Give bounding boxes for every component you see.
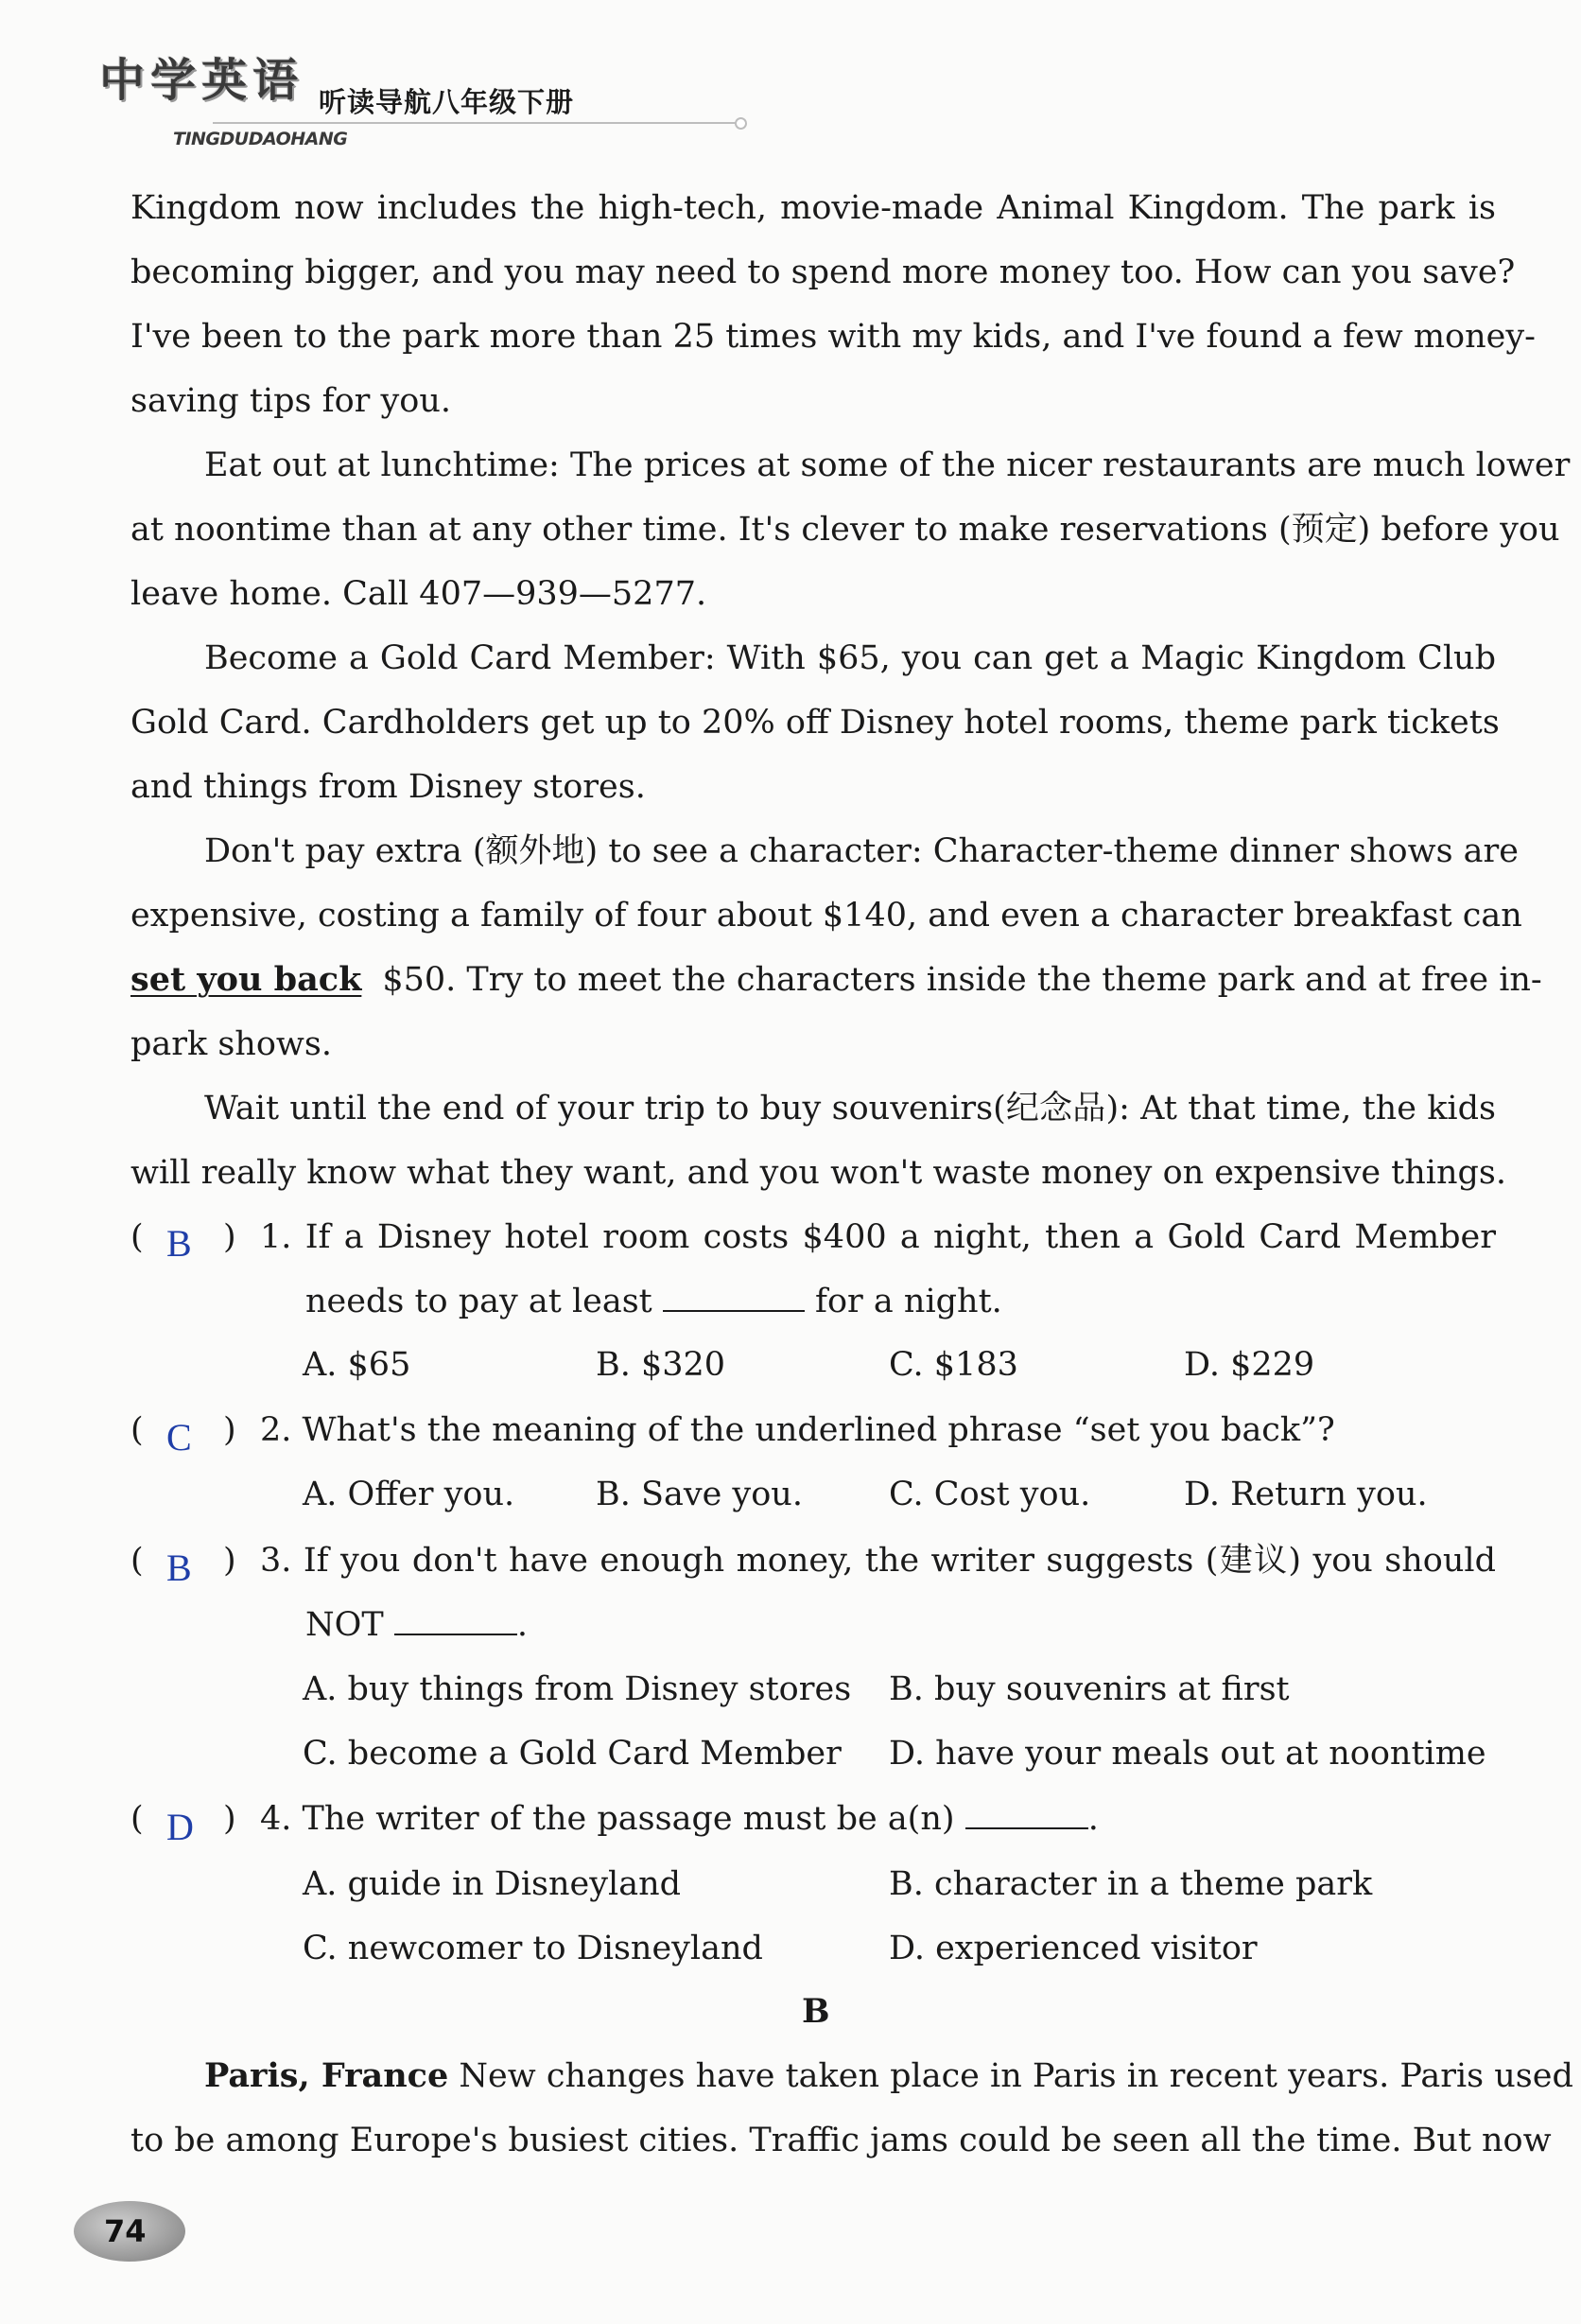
question-number: 1. <box>260 1218 292 1256</box>
answer-paren-open: ( <box>130 1411 144 1449</box>
section-heading: B <box>802 1992 830 2031</box>
question-number: 2. <box>260 1411 292 1449</box>
passage-line: expensive, costing a family of four about $140, and even a character breakfast can <box>130 897 1522 935</box>
option-c: C. Cost you. <box>889 1476 1091 1513</box>
passage-line: and things from Disney stores. <box>130 768 646 806</box>
passage-line: park shows. <box>130 1025 332 1063</box>
underlined-phrase: set you back <box>130 960 362 999</box>
option-d: D. $229 <box>1184 1346 1315 1384</box>
question-number: 4. <box>260 1800 292 1838</box>
brand-pinyin: TINGDUDAOHANG <box>173 129 348 149</box>
paragraph-souvenirs: Wait until the end of your trip to buy souvenirs(纪念品): At that time, the kids <box>204 1090 1496 1127</box>
answer-blank <box>965 1801 1088 1829</box>
option-a: A. guide in Disneyland <box>303 1865 682 1903</box>
option-b: B. $320 <box>596 1346 726 1384</box>
question-stem-cont: for a night. <box>815 1283 1002 1320</box>
question-2-text <box>260 1411 1335 1449</box>
question-stem-cont: . <box>1087 1800 1099 1838</box>
question-stem: If a Disney hotel room costs $400 a night, then a Gold Card Member <box>304 1218 1496 1256</box>
answer-paren-close: ) <box>223 1411 236 1449</box>
option-a: A. Offer you. <box>303 1476 515 1513</box>
option-b: B. buy souvenirs at first <box>889 1670 1290 1708</box>
passage-line: I've been to the park more than 25 times with my kids, and I've found a few money- <box>130 318 1536 356</box>
answer-paren-close: ) <box>223 1542 236 1580</box>
answer-blank <box>663 1284 805 1312</box>
option-c: C. become a Gold Card Member <box>303 1735 842 1773</box>
option-b: B. character in a theme park <box>889 1865 1373 1903</box>
question-stem: If you don't have enough money, the writer suggests (建议) you should <box>303 1542 1496 1580</box>
brand-header <box>99 42 638 149</box>
passage-line: leave home. Call 407—939—5277. <box>130 575 707 613</box>
option-a: A. buy things from Disney stores <box>303 1670 852 1708</box>
passage-line: Gold Card. Cardholders get up to 20% off Disney hotel rooms, theme park tickets <box>130 704 1500 742</box>
question-number: 3. <box>260 1542 292 1580</box>
brand-title: 中学英语 <box>99 54 304 107</box>
answer-mark: B <box>166 1222 192 1265</box>
header-rule-dot <box>735 117 747 130</box>
passage-b-text: New changes have taken place in Paris in recent years. Paris used <box>459 2057 1573 2095</box>
question-3-cont <box>305 1606 528 1644</box>
option-a: A. $65 <box>303 1346 411 1384</box>
passage-line: at noontime than at any other time. It's clever to make reservations (预定) before you <box>130 511 1560 549</box>
question-stem: The writer of the passage must be a(n) <box>302 1800 955 1838</box>
passage-b-line <box>204 2056 1573 2095</box>
option-d: D. Return you. <box>1184 1476 1428 1513</box>
option-d: D. experienced visitor <box>889 1930 1258 1967</box>
answer-paren-open: ( <box>130 1218 144 1256</box>
paragraph-gold-card: Become a Gold Card Member: With $65, you can get a Magic Kingdom Club <box>204 639 1496 677</box>
answer-mark: B <box>166 1546 192 1589</box>
brand-subtitle: 听读导航八年级下册 <box>319 86 575 118</box>
question-stem-cont: . <box>516 1606 528 1644</box>
option-c: C. $183 <box>889 1346 1018 1384</box>
paragraph-lunchtime: Eat out at lunchtime: The prices at some of the nicer restaurants are much lower <box>204 446 1571 484</box>
passage-b-lead: Paris, France <box>204 2056 449 2095</box>
answer-mark: D <box>166 1806 194 1848</box>
question-stem-cont: NOT <box>305 1606 384 1644</box>
question-1-cont <box>305 1283 1002 1320</box>
question-stem: What's the meaning of the underlined phrase “set you back”? <box>302 1411 1335 1449</box>
answer-paren-open: ( <box>130 1800 144 1838</box>
paragraph-character: Don't pay extra (额外地) to see a character: Character-theme dinner shows are <box>204 832 1519 870</box>
passage-line: becoming bigger, and you may need to spend more money too. How can you save? <box>130 253 1516 291</box>
question-stem-cont: needs to pay at least <box>305 1283 652 1320</box>
option-c: C. newcomer to Disneyland <box>303 1930 763 1967</box>
option-d: D. have your meals out at noontime <box>889 1735 1486 1773</box>
answer-mark: C <box>166 1416 192 1459</box>
passage-line-rest: $50. Try to meet the characters inside the theme park and at free in- <box>382 961 1542 999</box>
page-number: 74 <box>104 2213 147 2249</box>
passage-line: saving tips for you. <box>130 382 452 420</box>
passage-line: Kingdom now includes the high-tech, movie-made Animal Kingdom. The park is <box>130 189 1496 227</box>
answer-paren-close: ) <box>223 1218 236 1256</box>
answer-paren-close: ) <box>223 1800 236 1838</box>
answer-blank <box>394 1607 517 1635</box>
passage-b-line: to be among Europe's busiest cities. Traffic jams could be seen all the time. But now <box>130 2122 1552 2159</box>
option-b: B. Save you. <box>596 1476 803 1513</box>
passage-line: will really know what they want, and you won't waste money on expensive things. <box>130 1154 1507 1192</box>
header-rule <box>213 122 742 124</box>
answer-paren-open: ( <box>130 1542 144 1580</box>
question-4-text <box>260 1800 1099 1838</box>
question-3-text <box>260 1542 1496 1580</box>
question-1-text <box>260 1218 1496 1256</box>
passage-line-underlined <box>130 960 1542 999</box>
